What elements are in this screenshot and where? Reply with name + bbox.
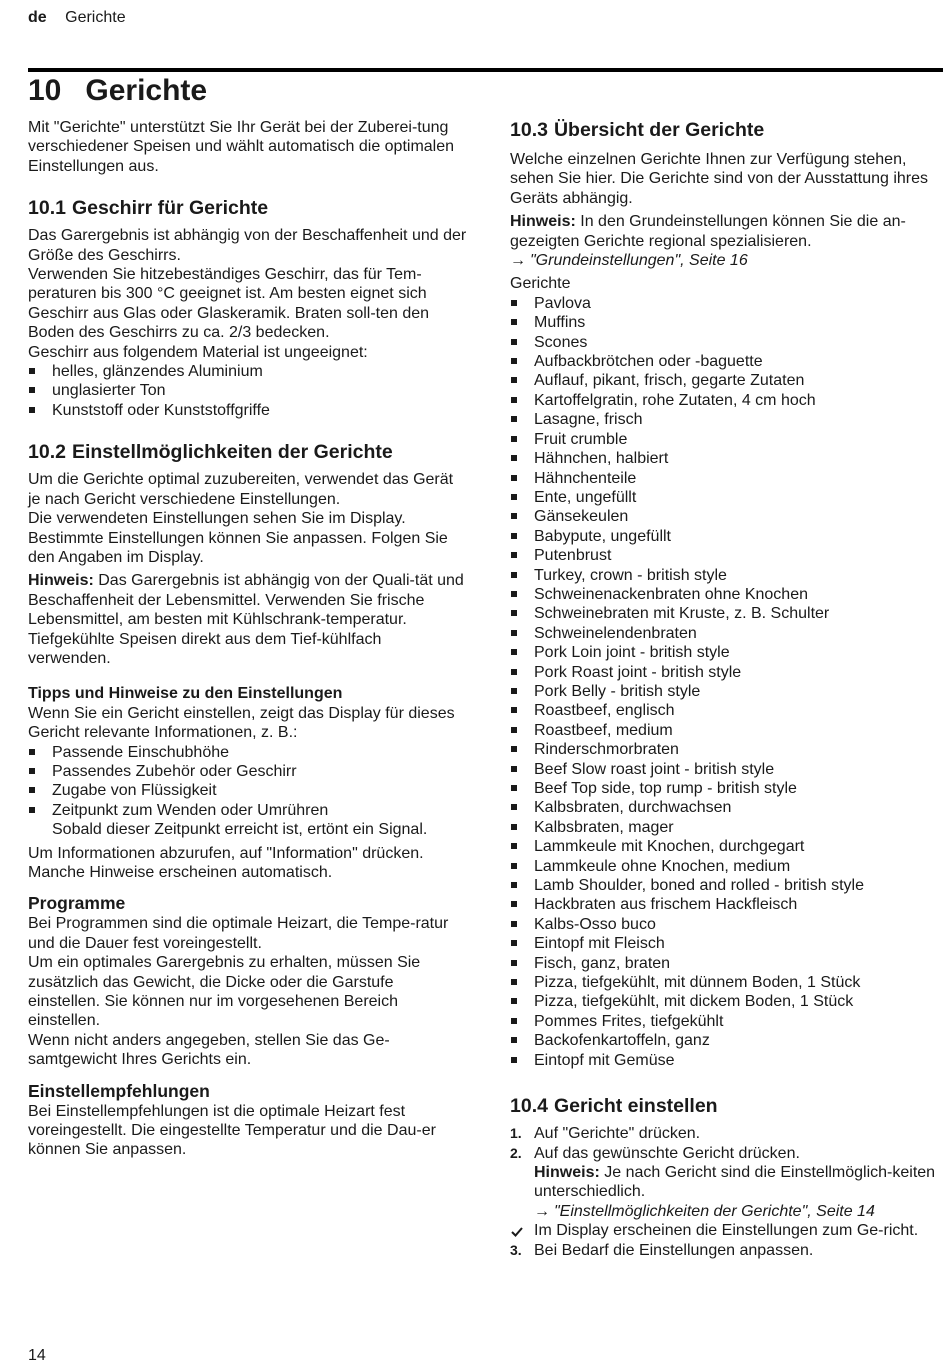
step-item: 1. Auf "Gerichte" drücken. <box>510 1125 701 1143</box>
bullet-icon <box>511 804 517 810</box>
bullet-icon <box>511 882 517 888</box>
section-number: 10.2 <box>28 441 66 464</box>
bullet-icon <box>511 649 517 655</box>
bullet-icon <box>511 707 517 713</box>
step-item: 3. Bei Bedarf die Einstellungen anpassen. <box>510 1241 814 1259</box>
hint-paragraph: Hinweis: Das Garergebnis ist abhängig von der Quali-tät und Beschaffenheit der Lebensmittel. Verwenden Sie frische Lebensmittel, am besten mit Kühlschrank-temperatur. Tiefgekühlte Speisen direkt aus dem Tief-kühlfach verwenden. <box>28 572 464 667</box>
dish-list-item: Putenbrust <box>510 546 945 565</box>
bullet-icon <box>511 455 517 461</box>
paragraph: Wenn nicht anders angegeben, stellen Sie das Ge-samtgewicht Ihres Gerichts ein. <box>28 1031 390 1069</box>
dish-list-item: Beef Top side, top rump - british style <box>510 779 945 798</box>
list-item-note: Sobald dieser Zeitpunkt erreicht ist, ertönt ein Signal. <box>52 821 428 839</box>
bullet-icon <box>511 785 517 791</box>
steps-list <box>510 1124 945 1163</box>
language-code: de <box>28 9 47 26</box>
bullet-icon <box>511 475 517 481</box>
dish-list-item: Auflauf, pikant, frisch, gegarte Zutaten <box>510 371 945 390</box>
bullet-icon <box>511 572 517 578</box>
unsuitable-materials-list <box>28 362 468 420</box>
dish-list-item: Lasagne, frisch <box>510 410 945 429</box>
bullet-icon <box>511 319 517 325</box>
dish-list-item: Babypute, ungefüllt <box>510 527 945 546</box>
recommendations-heading: Einstellempfehlungen <box>28 1080 210 1101</box>
paragraph: Um Informationen abzurufen, auf "Information" drücken. Manche Hinweise erscheinen automatisch. <box>28 844 424 881</box>
dish-list-item: Turkey, crown - british style <box>510 566 945 585</box>
bullet-icon <box>29 749 35 755</box>
bullet-icon <box>29 807 35 813</box>
bullet-icon <box>511 630 517 636</box>
dish-list-item: Kartoffelgratin, rohe Zutaten, 4 cm hoch <box>510 391 945 410</box>
dish-list-item: Hähnchenteile <box>510 469 945 488</box>
cross-reference-link[interactable]: → "Einstellmöglichkeiten der Gerichte", Seite 14 <box>534 1202 875 1220</box>
tips-heading: Tipps und Hinweise zu den Einstellungen <box>28 685 343 703</box>
result-item: Im Display erscheinen die Einstellungen zum Ge-richt. <box>510 1221 945 1240</box>
bullet-icon <box>511 436 517 442</box>
bullet-icon <box>511 339 517 345</box>
dish-list-item: Scones <box>510 333 945 352</box>
dish-list-item: Lammkeule mit Knochen, durchgegart <box>510 837 945 856</box>
dish-list-item: Eintopf mit Fleisch <box>510 934 945 953</box>
hint-label: Hinweis: <box>534 1163 600 1181</box>
dish-list-item: Hackbraten aus frischem Hackfleisch <box>510 895 945 914</box>
page-number: 14 <box>28 1347 46 1364</box>
bullet-icon <box>511 494 517 500</box>
bullet-icon <box>511 921 517 927</box>
dish-list-item: Ente, ungefüllt <box>510 488 945 507</box>
dish-list-item: Lammkeule ohne Knochen, medium <box>510 857 945 876</box>
dish-list-item: Schweinenackenbraten ohne Knochen <box>510 585 945 604</box>
paragraph: Die verwendeten Einstellungen sehen Sie im Display. Bestimmte Einstellungen können Sie anpassen. Folgen Sie den Angaben im Display. <box>28 510 448 566</box>
tips-list <box>28 743 468 840</box>
list-item: Passende Einschubhöhe <box>28 743 468 762</box>
cross-reference-link[interactable]: → "Grundeinstellungen", Seite 16 <box>510 252 748 270</box>
dish-list-item: Pavlova <box>510 294 945 313</box>
paragraph: Das Garergebnis ist abhängig von der Beschaffenheit und der Größe des Geschirrs. <box>28 227 467 264</box>
list-item: Zeitpunkt zum Wenden oder Umrühren Sobald dieser Zeitpunkt erreicht ist, ertönt ein Signal. <box>28 801 468 840</box>
dish-list-item: Pizza, tiefgekühlt, mit dünnem Boden, 1 Stück <box>510 973 945 992</box>
bullet-icon <box>511 1057 517 1063</box>
paragraph: Wenn Sie ein Gericht einstellen, zeigt das Display für dieses Gericht relevante Informationen, z. B.: <box>28 704 455 742</box>
list-item: Passendes Zubehör oder Geschirr <box>28 762 468 781</box>
header-rule <box>28 68 943 72</box>
paragraph: Um ein optimales Garergebnis zu erhalten, müssen Sie zusätzlich das Gewicht, die Dicke oder die Garstufe einstellen. Sie können nur im vorgesehenen Bereich einstellen. <box>28 954 421 1030</box>
bullet-icon <box>29 387 35 393</box>
dish-list-item: Kalbsbraten, mager <box>510 818 945 837</box>
bullet-icon <box>511 901 517 907</box>
bullet-icon <box>511 533 517 539</box>
step-hint <box>510 1163 945 1221</box>
bullet-icon <box>511 1018 517 1024</box>
bullet-icon <box>511 416 517 422</box>
steps-list <box>510 1241 945 1260</box>
dish-list-item: Pork Roast joint - british style <box>510 663 945 682</box>
hint-label: Hinweis: <box>28 572 94 590</box>
bullet-icon <box>511 863 517 869</box>
bullet-icon <box>511 940 517 946</box>
paragraph: Bei Programmen sind die optimale Heizart, die Tempe-ratur und die Dauer fest voreingestellt. <box>28 915 449 952</box>
dish-list-item: Lamb Shoulder, boned and rolled - british style <box>510 876 945 895</box>
bullet-icon <box>511 824 517 830</box>
dish-list-item: Pizza, tiefgekühlt, mit dickem Boden, 1 Stück <box>510 992 945 1011</box>
bullet-icon <box>511 960 517 966</box>
arrow-right-icon: → <box>510 252 526 270</box>
section-title: Übersicht der Gerichte <box>553 119 765 141</box>
bullet-icon <box>29 787 35 793</box>
dish-list <box>510 294 945 1070</box>
bullet-icon <box>511 377 517 383</box>
bullet-icon <box>511 688 517 694</box>
dish-list-item: Pork Belly - british style <box>510 682 945 701</box>
dish-list-item: Roastbeef, medium <box>510 721 945 740</box>
list-item: helles, glänzendes Aluminium <box>28 362 468 381</box>
dish-list-item: Hähnchen, halbiert <box>510 449 945 468</box>
step-number: 2. <box>510 1144 522 1161</box>
bullet-icon <box>511 397 517 403</box>
chapter-title: Gerichte <box>85 74 208 107</box>
bullet-icon <box>511 766 517 772</box>
section-10-1-heading <box>28 196 468 220</box>
hint-label: Hinweis: <box>510 213 576 231</box>
dish-list-item: Backofenkartoffeln, ganz <box>510 1031 945 1050</box>
section-number: 10.4 <box>510 1095 548 1118</box>
hint-paragraph: Hinweis: Je nach Gericht sind die Einstellmöglich-keiten unterschiedlich. <box>534 1163 936 1201</box>
section-title: Gericht einstellen <box>553 1095 718 1118</box>
dish-list-item: Schweinelendenbraten <box>510 624 945 643</box>
dish-list-item: Beef Slow roast joint - british style <box>510 760 945 779</box>
bullet-icon <box>511 979 517 985</box>
header-section-title: Gerichte <box>65 9 126 26</box>
bullet-icon <box>511 746 517 752</box>
dish-list-item: Rinderschmorbraten <box>510 740 945 759</box>
step-number: 1. <box>510 1125 522 1142</box>
list-item: Kunststoff oder Kunststoffgriffe <box>28 401 468 420</box>
dish-list-item: Kalbs-Osso buco <box>510 915 945 934</box>
left-column <box>28 118 468 1160</box>
bullet-icon <box>511 610 517 616</box>
section-10-2-heading <box>28 440 468 464</box>
paragraph: Um die Gerichte optimal zuzubereiten, verwendet das Gerät je nach Gericht verschiedene Einstellungen. <box>28 471 454 508</box>
section-10-3-heading <box>510 118 945 142</box>
section-10-4-heading <box>510 1094 945 1118</box>
dish-list-item: Kalbsbraten, durchwachsen <box>510 798 945 817</box>
section-number: 10.1 <box>28 197 66 220</box>
bullet-icon <box>511 998 517 1004</box>
right-column <box>510 118 945 1260</box>
bullet-icon <box>29 768 35 774</box>
paragraph: Verwenden Sie hitzebeständiges Geschirr, das für Tem-peraturen bis 300 °C geeignet ist. Am besten eignet sich Geschirr aus Glas oder Glaskeramik. Braten soll-ten den Boden des Geschirrs zu ca. 2/3 bedecken. <box>28 266 430 342</box>
arrow-right-icon: → <box>534 1202 550 1220</box>
chapter-heading <box>28 74 207 108</box>
bullet-icon <box>511 513 517 519</box>
bullet-icon <box>511 669 517 675</box>
bullet-icon <box>29 368 35 374</box>
dish-list-item: Roastbeef, englisch <box>510 701 945 720</box>
section-title: Geschirr für Gerichte <box>71 197 269 220</box>
bullet-icon <box>29 407 35 413</box>
dish-list-item: Eintopf mit Gemüse <box>510 1051 945 1070</box>
bullet-icon <box>511 591 517 597</box>
paragraph: Bei Einstellempfehlungen ist die optimale Heizart fest voreingestellt. Die eingestellte Temperatur und die Dau-er können Sie anpassen. <box>28 1102 436 1159</box>
chapter-number: 10 <box>28 74 62 107</box>
section-number: 10.3 <box>510 119 548 141</box>
dish-list-item: Fisch, ganz, braten <box>510 954 945 973</box>
bullet-icon <box>511 358 517 364</box>
bullet-icon <box>511 552 517 558</box>
paragraph: Geschirr aus folgendem Material ist ungeeignet: <box>28 343 368 361</box>
dish-list-item: Pommes Frites, tiefgekühlt <box>510 1012 945 1031</box>
dish-list-item: Gänsekeulen <box>510 507 945 526</box>
dish-list-item: Muffins <box>510 313 945 332</box>
dish-list-item: Schweinebraten mit Kruste, z. B. Schulter <box>510 604 945 623</box>
section-title: Einstellmöglichkeiten der Gerichte <box>71 441 393 464</box>
paragraph: Welche einzelnen Gerichte Ihnen zur Verfügung stehen, sehen Sie hier. Die Gerichte sind von der Ausstattung ihres Geräts abhängig. <box>510 151 929 207</box>
bullet-icon <box>511 843 517 849</box>
step-item: 2. Auf das gewünschte Gericht drücken. <box>510 1144 800 1162</box>
dish-list-item: Pork Loin joint - british style <box>510 643 945 662</box>
list-title: Gerichte <box>510 275 571 293</box>
hint-paragraph: Hinweis: In den Grundeinstellungen können Sie die an-gezeigten Gerichte regional spezialisieren. <box>510 213 906 250</box>
dish-list-item: Fruit crumble <box>510 430 945 449</box>
dish-list-item: Aufbackbrötchen oder -baguette <box>510 352 945 371</box>
bullet-icon <box>511 1037 517 1043</box>
bullet-icon <box>511 300 517 306</box>
running-header <box>28 9 126 27</box>
list-item: unglasierter Ton <box>28 381 468 400</box>
step-number: 3. <box>510 1241 522 1258</box>
list-item: Zugabe von Flüssigkeit <box>28 781 468 800</box>
bullet-icon <box>511 727 517 733</box>
intro-paragraph: Mit "Gerichte" unterstützt Sie Ihr Gerät bei der Zuberei-tung verschiedener Speisen und wählt automatisch die optimalen Einstellungen aus. <box>28 119 455 175</box>
programs-heading: Programme <box>28 893 126 914</box>
